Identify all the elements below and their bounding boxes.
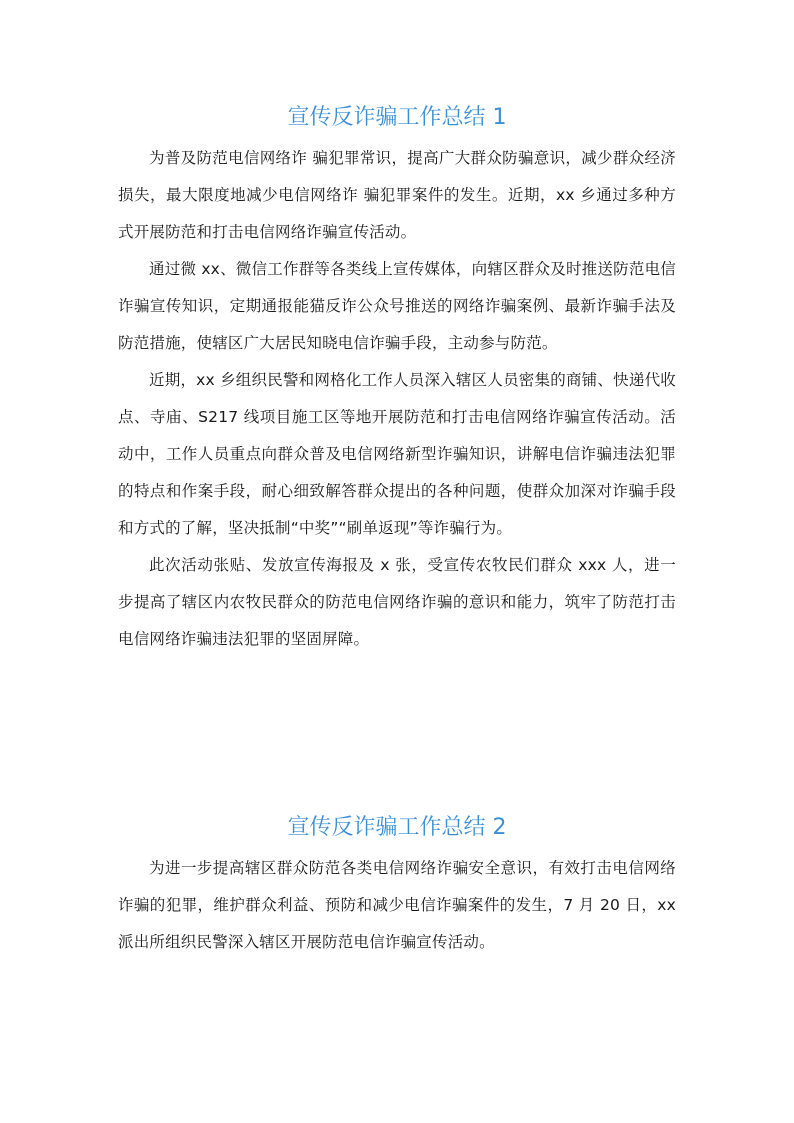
section-1 xyxy=(118,100,676,658)
section-1-paragraph-3: 近期，xx 乡组织民警和网格化工作人员深入辖区人员密集的商铺、快递代收点、寺庙、S217 线项目施工区等地开展防范和打击电信网络诈骗宣传活动。活动中，工作人员重点向群众普及电信网络新型诈骗知识，讲解电信诈骗违法犯罪的特点和作案手段，耐心细致解答群众提出的各种问题，使群众加深对诈骗手段和方式的了解，坚决抵制“中奖”“刷单返现”等诈骗行为。 xyxy=(118,371,676,537)
section-1-paragraph-1: 为普及防范电信网络诈 骗犯罪常识，提高广大群众防骗意识，减少群众经济损失，最大限度地减少电信网络诈 骗犯罪案件的发生。近期，xx 乡通过多种方式开展防范和打击电信网络诈骗宣传活动。 xyxy=(118,149,676,241)
section-1-paragraph-2: 通过微 xx、微信工作群等各类线上宣传媒体，向辖区群众及时推送防范电信诈骗宣传知识，定期通报能猫反诈公众号推送的网络诈骗案例、最新诈骗手法及防范措施，使辖区广大居民知晓电信诈骗手段，主动参与防范。 xyxy=(118,260,676,352)
section-1-title: 宣传反诈骗工作总结 1 xyxy=(287,105,507,130)
section-2-title: 宣传反诈骗工作总结 2 xyxy=(287,815,507,840)
section-2-paragraph-1: 为进一步提高辖区群众防范各类电信网络诈骗安全意识，有效打击电信网络诈骗的犯罪，维护群众利益、预防和减少电信诈骗案件的发生，7 月 20 日，xx 派出所组织民警深入辖区开展防范电信诈骗宣传活动。 xyxy=(118,859,676,951)
section-1-paragraph-4: 此次活动张贴、发放宣传海报及 x 张，受宣传农牧民们群众 xxx 人，进一步提高了辖区内农牧民群众的防范电信网络诈骗的意识和能力，筑牢了防范打击电信网络诈骗违法犯罪的坚固屏障。 xyxy=(118,556,676,648)
section-2 xyxy=(118,810,676,961)
